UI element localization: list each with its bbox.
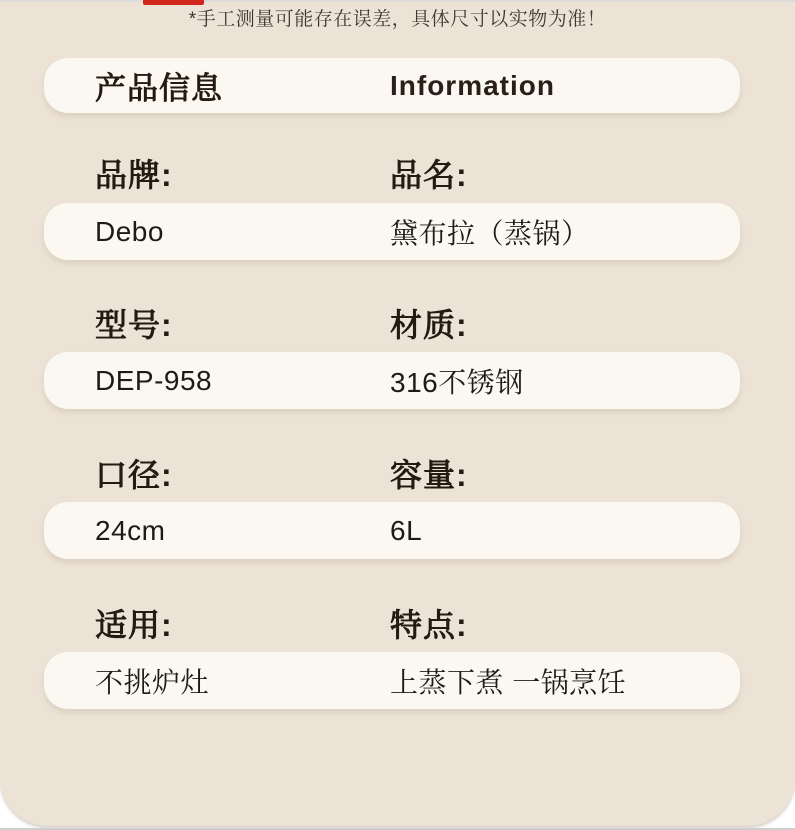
feature-value: 上蒸下煮 一锅烹饪	[390, 666, 627, 698]
product-name-value: 黛布拉（蒸锅）	[390, 217, 590, 249]
model-label: 型号:	[95, 307, 173, 343]
capacity-label: 容量:	[390, 457, 468, 493]
suitable-value: 不挑炉灶	[95, 666, 210, 698]
diameter-value: 24cm	[95, 514, 166, 546]
labels-row-diameter-capacity	[44, 450, 740, 493]
section-header-card	[44, 58, 740, 113]
values-card-diameter-capacity	[44, 502, 740, 559]
section-title-cn: 产品信息	[95, 71, 223, 106]
material-label: 材质:	[390, 307, 468, 343]
labels-row-model-material	[44, 300, 740, 343]
red-accent-sliver	[143, 0, 204, 5]
capacity-value: 6L	[390, 514, 423, 546]
labels-row-suitable-feature	[44, 600, 740, 643]
brand-value: Debo	[95, 215, 164, 247]
values-card-model-material	[44, 352, 740, 409]
values-card-brand-productname	[44, 203, 740, 260]
brand-label: 品牌:	[95, 157, 173, 193]
top-divider-line	[0, 0, 795, 2]
values-card-suitable-feature	[44, 652, 740, 709]
suitable-label: 适用:	[95, 607, 173, 643]
feature-label: 特点:	[390, 607, 468, 643]
section-title-en: Information	[390, 69, 555, 101]
model-value: DEP-958	[95, 364, 213, 396]
labels-row-brand-productname	[44, 150, 740, 193]
material-value: 316不锈钢	[390, 366, 524, 398]
diameter-label: 口径:	[95, 457, 173, 493]
product-name-label: 品名:	[390, 157, 468, 193]
measurement-disclaimer: *手工测量可能存在误差，具体尺寸以实物为准！	[188, 9, 607, 30]
